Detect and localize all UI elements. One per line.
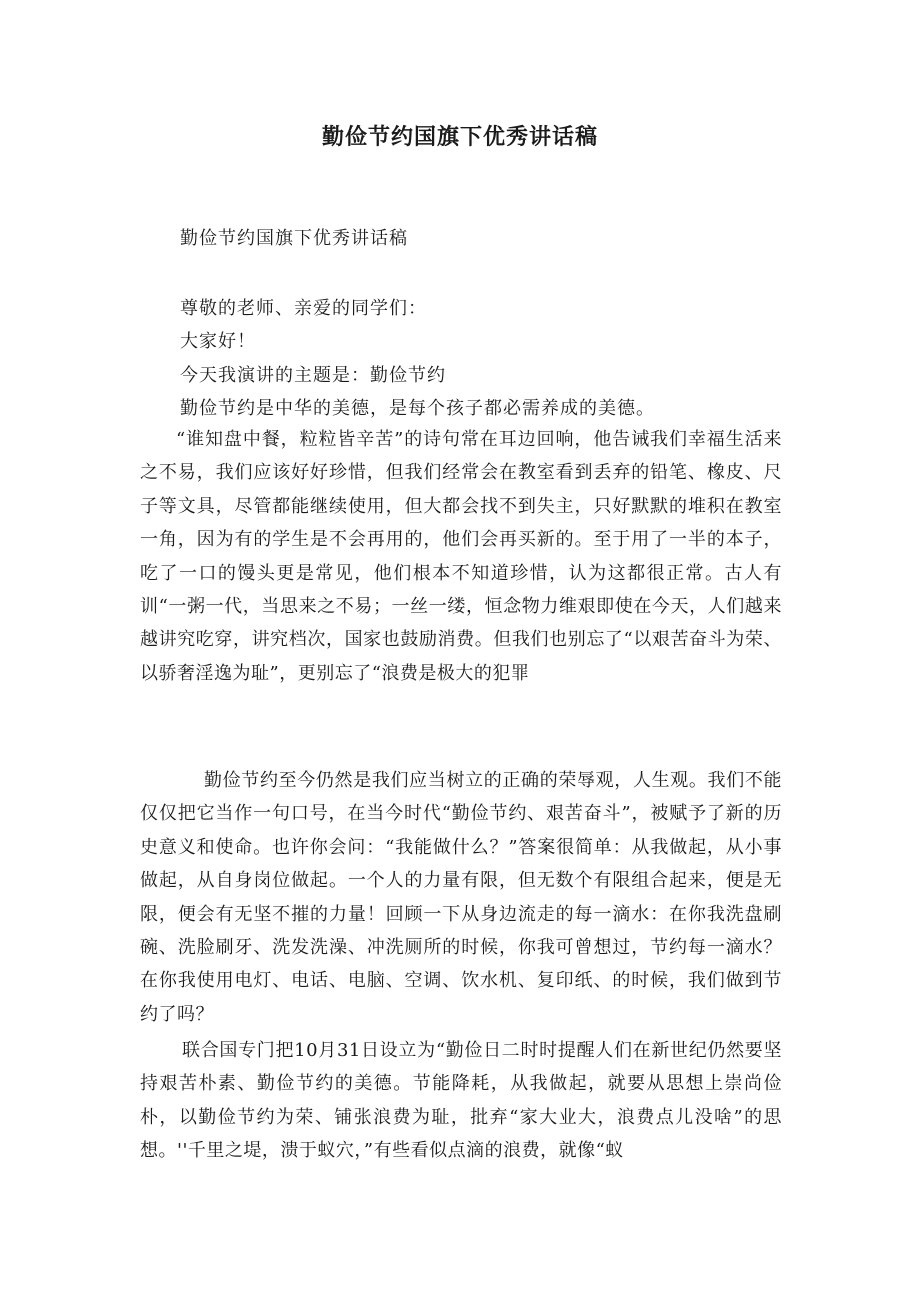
body-paragraph-2: 勤俭节约至今仍然是我们应当树立的正确的荣辱观，人生观。我们不能仅仅把它当作一句口号，在当今时代“勤俭节约、艰苦奋斗”，被赋予了新的历史意义和使命。也许你会问：“我能做什么？”答案很简单：从我做起，从小事做起，从自身岗位做起。一个人的力量有限，但无数个有限组合起来，便是无限，便会有无坚不摧的力量！回顾一下从身边流走的每一滴水：在你我洗盘刷碗、洗脸刷牙、洗发洗澡、冲洗厕所的时候，你我可曾想过，节约每一滴水？在你我使用电灯、电话、电脑、空调、饮水机、复印纸、的时候，我们做到节约了吗？: [140, 770, 782, 1025]
salutation-line: 尊敬的老师、亲爱的同学们：: [180, 298, 427, 319]
intro-line: 勤俭节约是中华的美德，是每个孩子都必需养成的美德。: [180, 398, 655, 419]
document-title: 勤俭节约国旗下优秀讲话稿: [321, 125, 598, 150]
topic-line: 今天我演讲的主题是：勤俭节约: [180, 365, 446, 386]
greeting-line: 大家好！: [180, 331, 256, 352]
body-paragraph-3: 联合国专门把10月31日设立为“勤俭日二时时提醒人们在新世纪仍然要坚持艰苦朴素、勤俭节约的美德。节能降耗，从我做起，就要从思想上崇尚俭朴，以勤俭节约为荣、铺张浪费为耻，批弃“家大业大，浪费点儿没啥”的思想。''千里之堤，溃于蚁穴，”有些看似点滴的浪费，就像“蚁: [140, 1040, 782, 1162]
document-subtitle: 勤俭节约国旗下优秀讲话稿: [180, 228, 408, 249]
body-paragraph-1: “谁知盘中餐，粒粒皆辛苦”的诗句常在耳边回响，他告诫我们幸福生活来之不易，我们应该好好珍惜，但我们经常会在教室看到丢弃的铅笔、橡皮、尺子等文具，尽管都能继续使用，但大都会找不到失主，只好默默的堆积在教室一角，因为有的学生是不会再用的，他们会再买新的。至于用了一半的本子，吃了一口的馒头更是常见，他们根本不知道珍惜，认为这都很正常。古人有训“一粥一代，当思来之不易；一丝一缕，恒念物力维艰即使在今天，人们越来越讲究吃穿，讲究档次，国家也鼓励消费。但我们也别忘了“以艰苦奋斗为荣、以骄奢淫逸为耻”，更别忘了“浪费是极大的犯罪: [140, 429, 782, 684]
